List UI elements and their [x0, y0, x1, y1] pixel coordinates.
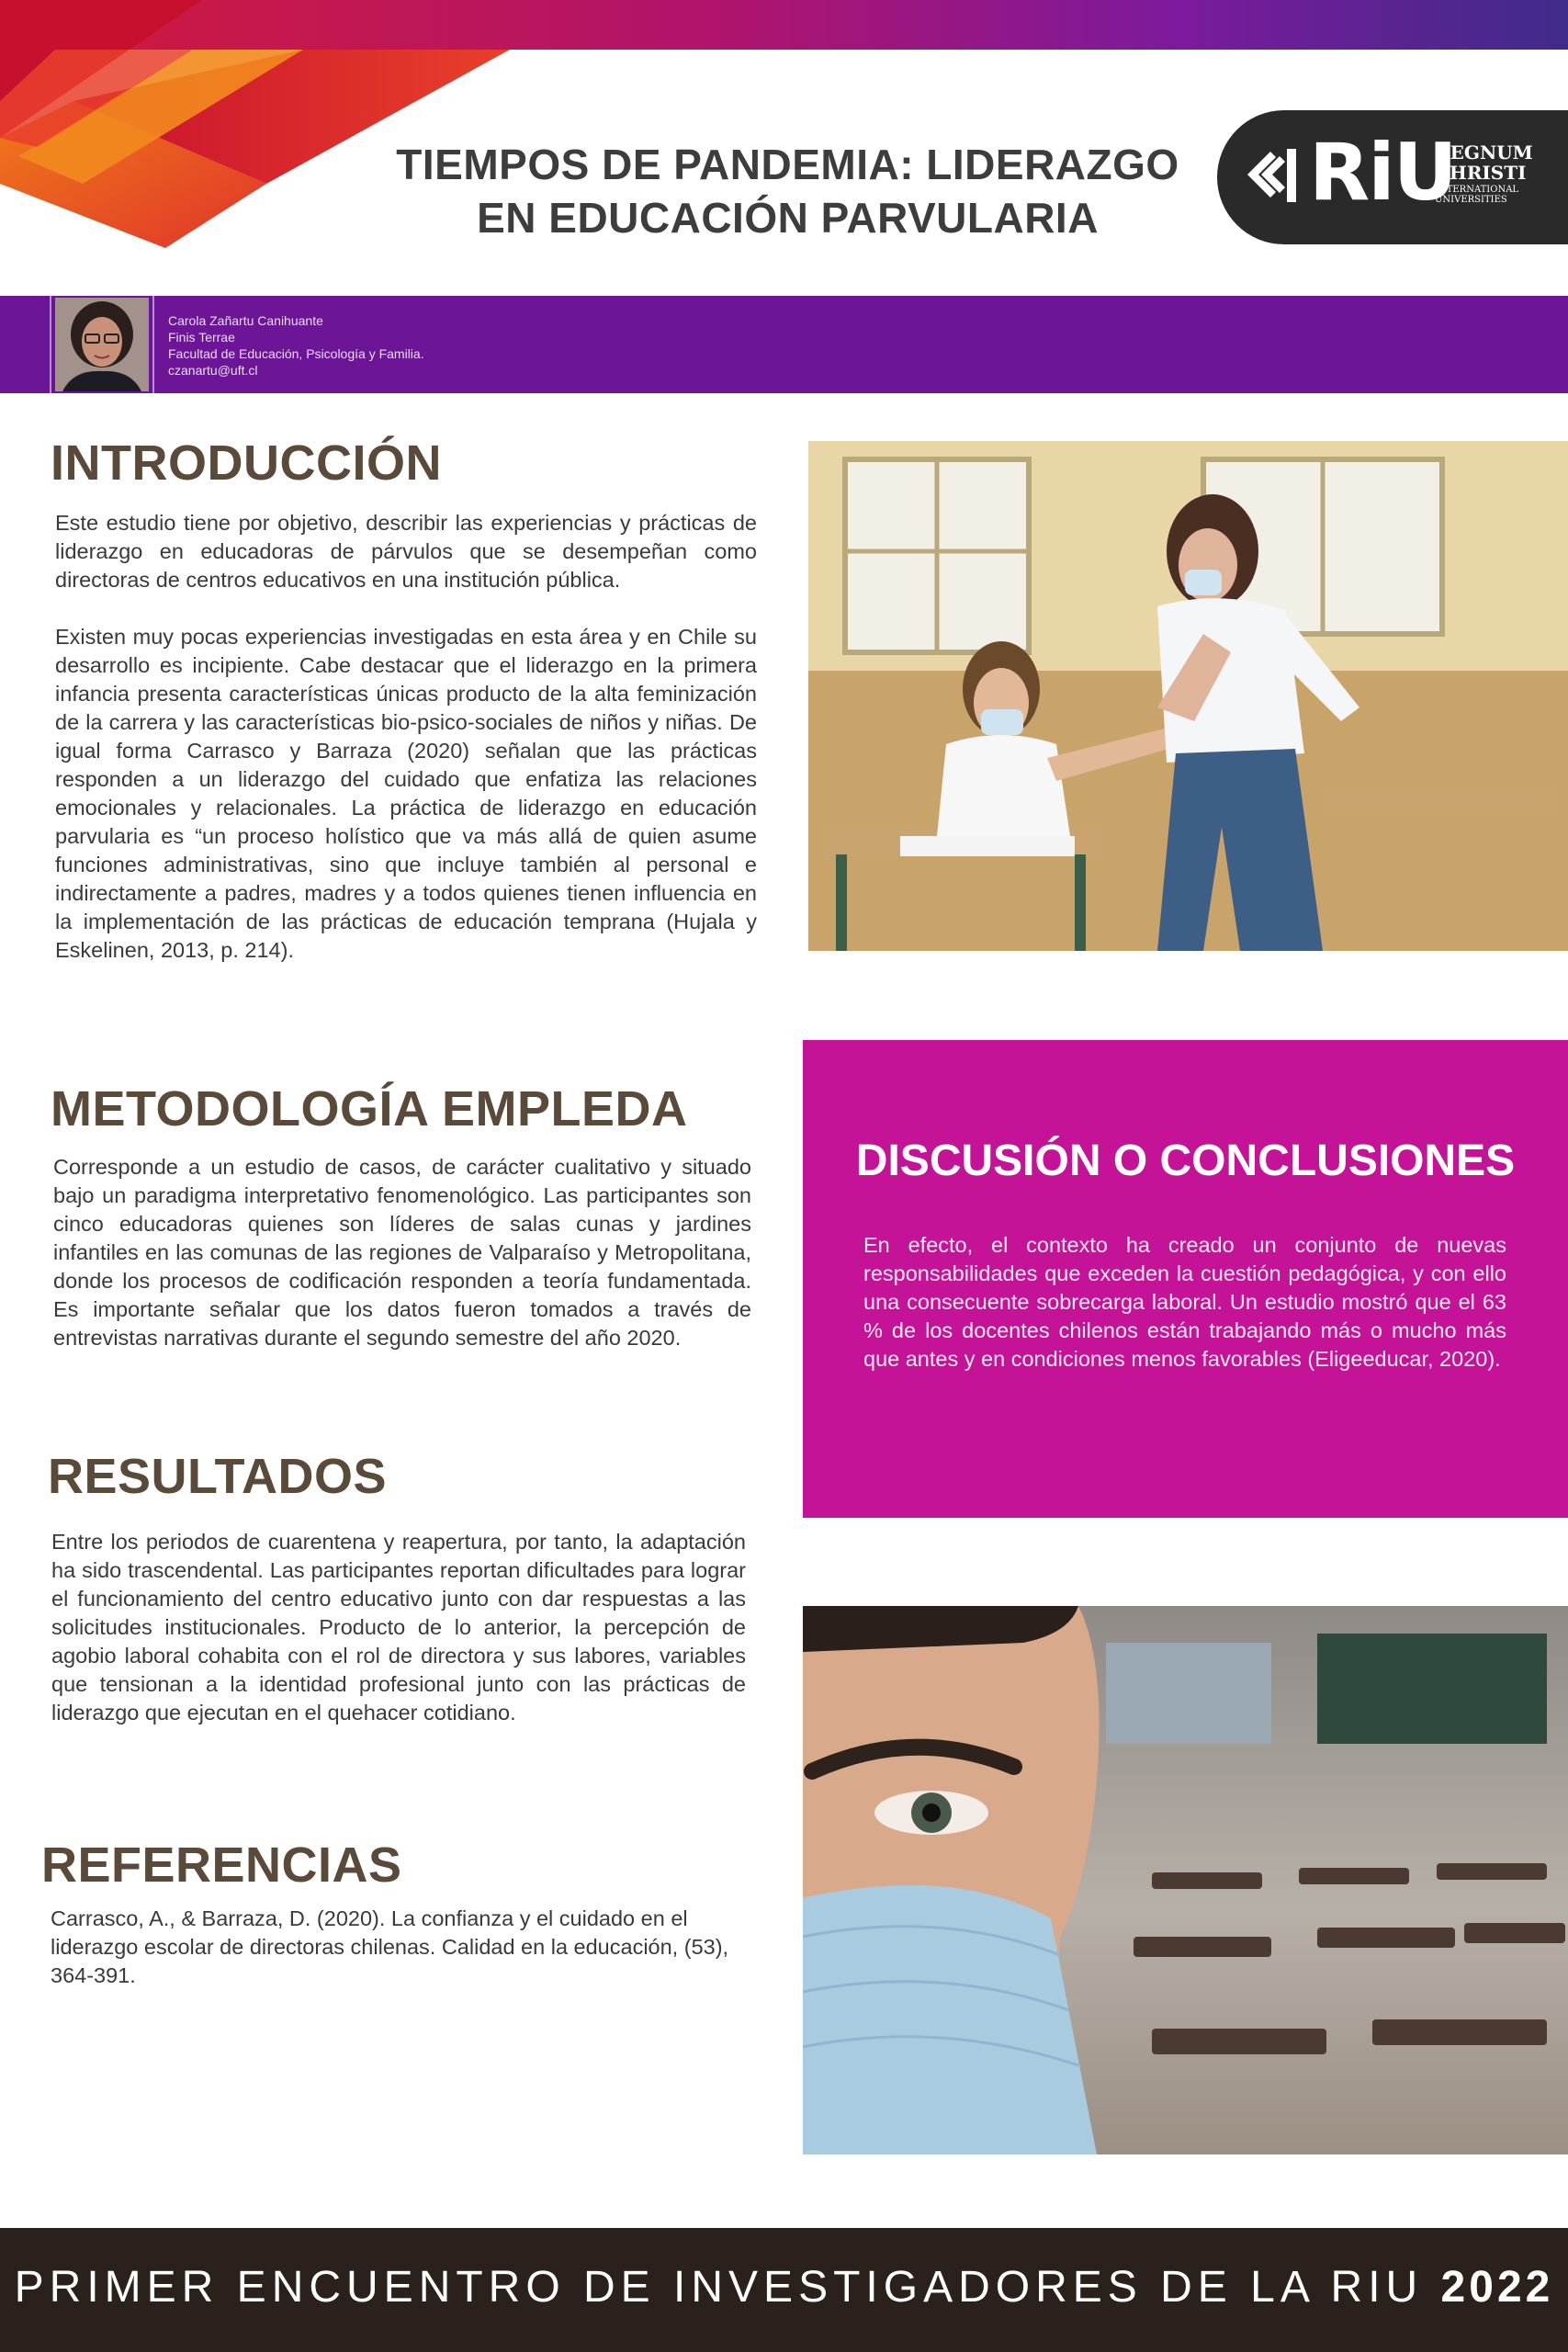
author-email[interactable]: czanartu@uft.cl — [168, 363, 258, 378]
avatar — [55, 298, 149, 391]
discusion-body: En efecto, el contexto ha creado un conjunto de nuevas responsabilidades que exceden la cuestión pedagógica, y con ello una consecuente sobrecarga laboral. Un estudio mostró que el 63 % de los docentes chilenos están trabajando más o mucho más que antes y en condiciones menos favorables (Eligeeducar, 2020). — [863, 1233, 1506, 1371]
introduccion-body — [55, 509, 757, 965]
metodologia-body: Corresponde a un estudio de casos, de carácter cualitativo y situado bajo un paradigma interpretativo fenomenológico. Las participantes son cinco educadoras quienes son líderes de salas cunas y jardines infantiles en las comunas de las regiones de Valparaíso y Metropolitana, donde los procesos de codificación responden a teoría fundamentada. Es importante señalar que los datos fueron tomados a través de entrevistas narrativas durante el segundo semestre del año 2020. — [53, 1155, 751, 1350]
logo-text-international: INTERNATIONAL — [1435, 185, 1519, 195]
footer-year: 2022 — [1440, 2263, 1554, 2312]
introduccion-paragraph-2: Existen muy pocas experiencias investigadas en esta área y en Chile su desarrollo es incipiente. Cabe destacar que el liderazgo en la primera infancia presenta características únicas producto de la alta feminización de la carrera y las características bio-psico-sociales de niños y niñas. De igual forma Carrasco y Barraza (2020) señalan que las prácticas responden a un liderazgo del cuidado que enfatiza las relaciones emocionales y relacionales. La práctica de liderazgo en educación parvularia es “un proceso holístico que va más allá de quien asume funciones administrativas, sino que incluye también al personal e indirectamente a padres, madres y a todos quienes tienen influencia en la implementación de las prácticas de educación temprana (Hujala y Eskelinen, 2013, p. 214). — [55, 625, 757, 962]
referencias-body: Carrasco, A., & Barraza, D. (2020). La confianza y el cuidado en el liderazgo escolar de directoras chilenas. Calidad en la educación, (53), 364-391. — [51, 1906, 729, 1987]
logo-wordmark: RiU — [1309, 127, 1456, 219]
masked-student-photo — [803, 1606, 1568, 2154]
poster-title-line2: EN EDUCACIÓN PARVULARIA — [477, 194, 1099, 242]
author-institution: Finis Terrae — [168, 330, 235, 345]
logo-text-regnum: REGNUM — [1435, 141, 1533, 164]
logo-text-universities: UNIVERSITIES — [1435, 195, 1507, 205]
classroom-photo — [808, 441, 1568, 951]
resultados-heading: RESULTADOS — [48, 1449, 387, 1504]
introduccion-heading: INTRODUCCIÓN — [51, 435, 442, 491]
poster-title — [349, 138, 1226, 244]
poster-title-line1: TIEMPOS DE PANDEMIA: LIDERAZGO — [396, 141, 1179, 188]
logo-text-christi: CHRISTI — [1435, 162, 1527, 184]
resultados-body: Entre los periodos de cuarentena y reapertura, por tanto, la adaptación ha sido trascendental. Las participantes reportan dificultades para lograr el funcionamiento del centro educativo junto con dar respuestas a las solicitudes institucionales. Producto de lo anterior, la percepción de agobio laboral cohabita con el rol de directora y sus labores, variables que tensionan a la identidad profesional junto con las prácticas de liderazgo que ejecutan en el quehacer cotidiano. — [51, 1530, 746, 1724]
footer-event-name: PRIMER ENCUENTRO DE INVESTIGADORES DE LA RIU — [14, 2263, 1424, 2312]
riu-emblem-icon — [1243, 138, 1307, 211]
metodologia-heading: METODOLOGÍA EMPLEDA — [51, 1081, 688, 1136]
discusion-heading: DISCUSIÓN O CONCLUSIONES — [855, 1136, 1516, 1185]
introduccion-paragraph-1: Este estudio tiene por objetivo, describir las experiencias y prácticas de liderazgo en educadoras de párvulos que se desempeñan como directoras de centros educativos en una institución pública. — [55, 511, 757, 592]
referencias-heading: REFERENCIAS — [41, 1838, 402, 1893]
author-faculty: Facultad de Educación, Psicología y Familia. — [168, 346, 424, 361]
footer-title — [0, 2260, 1568, 2315]
author-name: Carola Zañartu Canihuante — [168, 313, 323, 328]
author-band — [0, 296, 1568, 393]
